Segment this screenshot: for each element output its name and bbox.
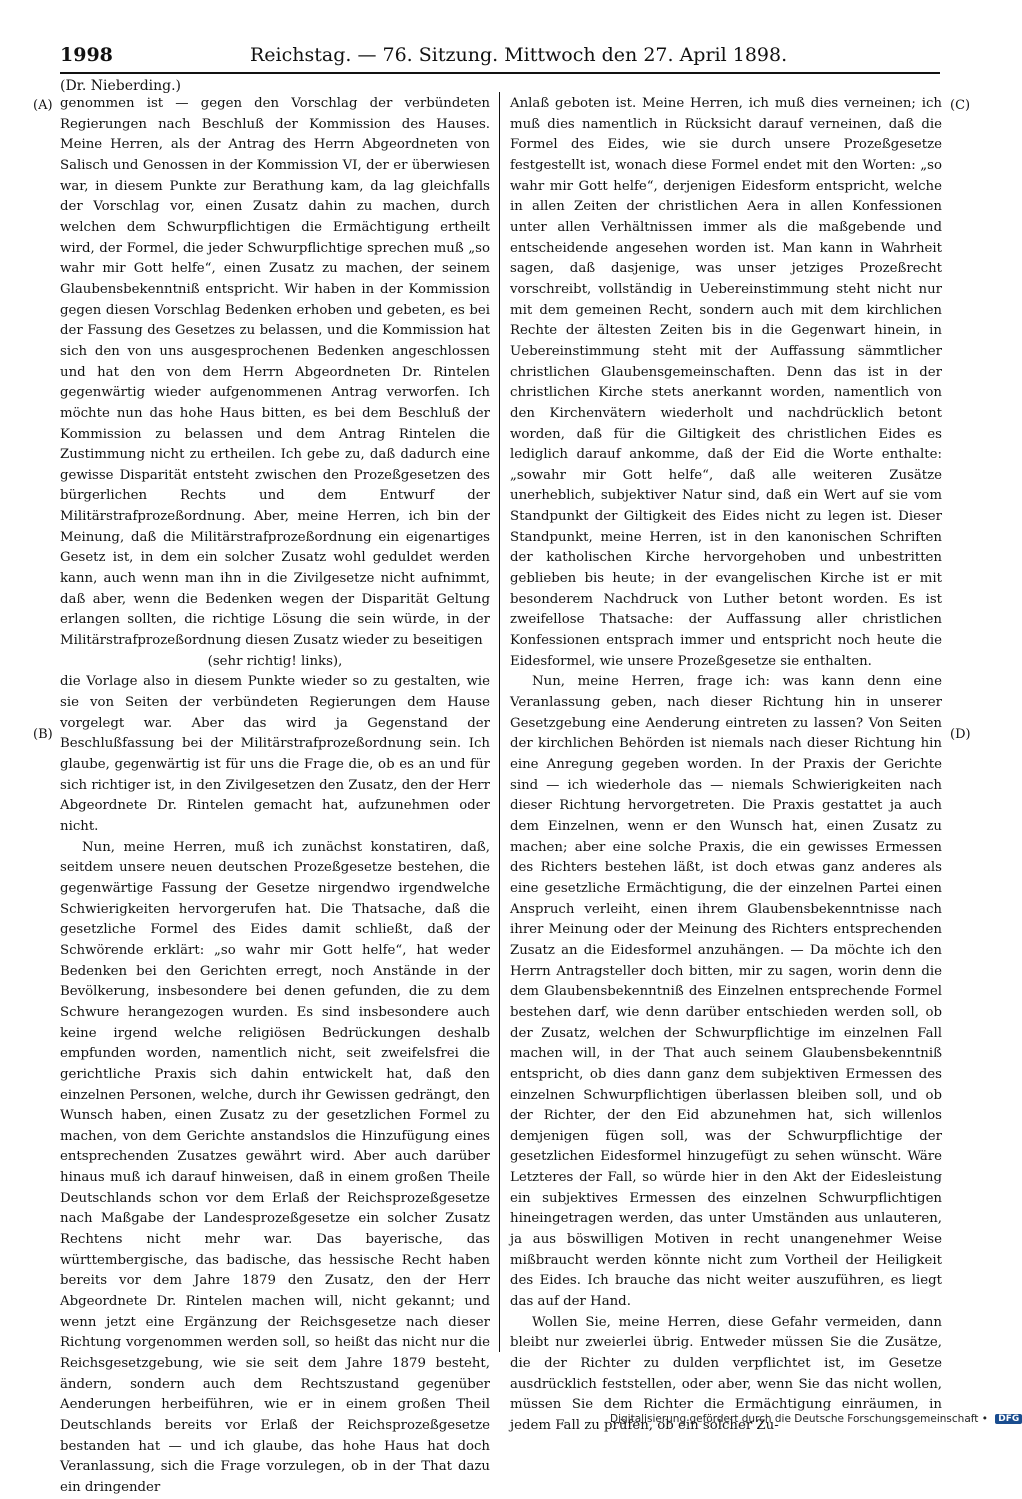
margin-mark-c: (C) (950, 98, 971, 113)
margin-mark-d: (D) (950, 727, 971, 742)
running-title: Reichstag. — 76. Sitzung. Mittwoch den 27. April 1898. (250, 44, 788, 66)
header-rule (60, 72, 940, 74)
paragraph: Nun, meine Herren, muß ich zunächst konstatiren, daß, seitdem unsere neuen deutschen Prozeßgesetze bestehen, die gegenwärtige Fassung der Gesetze nirgendwo irgendwelche Schwierigkeiten hervorgerufen hat. Die Thatsache, daß die gesetzliche Formel des Eides damit schließt, daß der Schwörende erklärt: „so wahr mir Gott helfe“, hat weder Bedenken bei den Gerichten erregt, noch Anstände in der Bevölkerung, insbesondere bei denen gefunden, die zu dem Schwure herangezogen wurden. Es sind insbesondere auch keine irgend welche religiösen Bedrückungen deshalb empfunden worden, namentlich nicht, seit zweifelsfrei die gerichtliche Praxis sich dahin entwickelt hat, daß den einzelnen Personen, welche, durch ihr Gewissen gedrängt, den Wunsch haben, einen Zusatz zu der gesetzlichen Formel zu machen, von dem Gerichte anstandslos die Hinzufügung eines entsprechenden Zusatzes gewährt wird. Aber auch darüber hinaus muß ich darauf hinweisen, daß in einem großen Theile Deutschlands schon vor dem Erlaß der Reichsprozeßgesetze nach Maßgabe der Landesprozeßgesetze ein solcher Zusatz Rechtens nicht mehr war. Das bayerische, das württembergische, das badische, das hessische Recht haben bereits vor dem Jahre 1879 den Zusatz, den der Herr Abgeordnete Dr. Rintelen machen will, nicht gekannt; und wenn jetzt eine Ergänzung der Reichsgesetze nach dieser Richtung vorgenommen werden soll, so heißt das nicht nur die Reichsgesetzgebung, wie sie seit dem Jahre 1879 besteht, ändern, sondern auch dem Rechtszustand gegenüber Aenderungen herbeiführen, wie er in einem großen Theil Deutschlands bereits vor Erlaß der Reichsprozeßgesetze bestanden hat — und ich glaube, das hohe Haus hat doch Veranlassung, sich die Frage vorzulegen, ob in der That dazu ein dringender (60, 839, 490, 1495)
paragraph: die Vorlage also in diesem Punkte wieder so zu gestalten, wie sie von Seiten der verbündeten Regierungen dem Hause vorgelegt war. Aber das wird ja Gegenstand der Beschlußfassung bei der Militärstrafprozeßordnung sein. Ich glaube, gegenwärtig ist für uns die Frage die, ob es an und für sich richtiger ist, in den Zivilgesetzen den Zusatz, den der Herr Abgeordnete Dr. Rintelen gemacht hat, aufzunehmen oder nicht. (60, 674, 491, 834)
credit-text: Digitalisierung gefördert durch die Deutsche Forschungsgemeinschaft (610, 1413, 979, 1425)
dfg-logo-icon: DFG (995, 1414, 1022, 1424)
interjection: (sehr richtig! links), (207, 653, 343, 669)
margin-mark-b: (B) (33, 727, 53, 742)
speaker-tag: (Dr. Nieberding.) (60, 78, 182, 94)
digitization-credit: Digitalisierung gefördert durch die Deutsche Forschungsgemeinschaft • DFG (610, 1413, 990, 1429)
page-header (60, 44, 940, 74)
paragraph: genommen ist — gegen den Vorschlag der verbündeten Regierungen nach Beschluß der Kommission des Hauses. Meine Herren, als der Antrag des Herrn Abgeordneten von Salisch und Genossen in der Kommission VI, der er überwiesen war, in diesem Punkte zur Berathung kam, da lag gleichfalls der Vorschlag vor, einen Zusatz dahin zu machen, durch welchen dem Schwurpflichtigen die Ermächtigung ertheilt wird, der Formel, die jeder Schwurpflichtige sprechen muß „so wahr mir Gott helfe“, einen Zusatz zu machen, der seinem Glaubensbekenntniß entspricht. Wir haben in der Kommission gegen diesen Vorschlag Bedenken erhoben und gebeten, es bei der Fassung des Gesetzes zu belassen, und die Kommission hat sich den von uns ausgesprochenen Bedenken angeschlossen und hat den von dem Herrn Abgeordneten Dr. Rintelen gegenwärtig wieder aufgenommenen Antrag verworfen. Ich möchte nun das hohe Haus bitten, es bei dem Beschluß der Kommission zu belassen und dem Antrag Rintelen die Zustimmung nicht zu ertheilen. Ich gebe zu, daß dadurch eine gewisse Disparität entsteht zwischen den Prozeßgesetzen des bürgerlichen Rechts und dem Entwurf der Militärstrafprozeßordnung. Aber, meine Herren, ich bin der Meinung, daß die Militärstrafprozeßordnung ein eigenartiges Gesetz ist, in dem ein solcher Zusatz wohl geduldet werden kann, auch wenn man ihn in die Zivilgesetze nicht aufnimmt, daß aber, wenn die Bedenken wegen der Disparität Geltung erlangen sollten, die richtige Lösung die sein würde, in der Militärstrafprozeßordnung diesen Zusatz wieder zu beseitigen (60, 96, 490, 649)
margin-mark-a: (A) (33, 98, 53, 113)
paragraph: Anlaß geboten ist. Meine Herren, ich muß dies verneinen; ich muß dies namentlich in Rücksicht darauf verneinen, daß die Formel des Eides, wie sie durch unsere Prozeßgesetze festgestellt ist, wonach diese Formel endet mit den Worten: „so wahr mir Gott helfe“, derjenigen Eidesform entspricht, welche in allen Zeiten der christlichen Aera in allen Konfessionen unter allen Verhältnissen immer als die maßgebende und entscheidende angesehen worden ist. Man kann in Wahrheit sagen, daß dasjenige, was unser jetziges Prozeßrecht vorschreibt, vollständig in Uebereinstimmung steht nicht nur mit dem gemeinen Recht, sondern auch mit dem kirchlichen Rechte der ältesten Zeiten bis in die Gegenwart hinein, in Uebereinstimmung steht mit der Auffassung sämmtlicher christlichen Glaubensgemeinschaften. Denn das ist in der christlichen Kirche stets anerkannt worden, namentlich von den Kirchenvätern wiederholt und nachdrücklich betont worden, daß für die Giltigkeit des christlichen Eides es lediglich darauf ankomme, daß der Eid die Worte enthalte: „sowahr mir Gott helfe“, daß alle weiteren Zusätze unerheblich, subjektiver Natur sind, daß ein Wert auf sie vom Standpunkt der Giltigkeit des Eides nicht zu legen ist. Dieser Standpunkt, meine Herren, ist in den kanonischen Schriften der katholischen Kirche hervorgehoben und unbestritten geblieben bis heute; in der evangelischen Kirche ist er mit besonderem Nachdruck von Luther betont worden. Es ist zweifellose Thatsache: der Auffassung aller christlichen Konfessionen entsprach immer und entspricht noch heute die Eidesformel, wie unsere Prozeßgesetze sie enthalten. (510, 96, 942, 669)
column-divider (499, 92, 500, 1352)
paragraph: Wollen Sie, meine Herren, diese Gefahr vermeiden, dann bleibt nur zweierlei übrig. Entweder müssen Sie die Zusätze, die der Richter zu dulden verpflichtet ist, im Gesetze ausdrücklich feststellen, oder aber, wenn Sie das nicht wollen, müssen Sie dem Richter die Ermächtigung einräumen, in jedem Fall zu prüfen, ob ein solcher Zu- (510, 1314, 942, 1433)
left-column (60, 94, 490, 1499)
right-column (510, 94, 942, 1437)
paragraph: Nun, meine Herren, frage ich: was kann denn eine Veranlassung geben, nach dieser Richtung hin in unserer Gesetzgebung eine Aenderung eintreten zu lassen? Von Seiten der kirchlichen Behörden ist niemals nach dieser Richtung hin eine Anregung gegeben worden. In der Praxis der Gerichte sind — ich wiederhole das — niemals Schwierigkeiten nach dieser Richtung hervorgetreten. Die Praxis gestattet ja auch dem Einzelnen, wenn er den Wunsch hat, einen Zusatz zu machen; aber eine solche Praxis, die ein gewisses Ermessen des Richters bestehen läßt, ist doch etwas ganz anderes als eine gesetzliche Ermächtigung, die der einzelnen Partei einen Anspruch verleiht, einen ihrem Glaubensbekenntnisse nach ihrer Meinung oder der Meinung des Richters entsprechenden Zusatz an die Eidesformel anzuhängen. — Da möchte ich den Herrn Antragsteller doch bitten, mir zu sagen, worin denn die dem Glaubensbekenntniß des Einzelnen entsprechende Formel bestehen darf, wie denn darüber entschieden werden soll, ob der Zusatz, welchen der Schwurpflichtige im einzelnen Fall machen will, in der That auch seinem Glaubensbekenntniß entspricht, ob dies dann ganz dem subjektiven Ermessen des einzelnen Schwurpflichtigen überlassen bleiben soll, und ob der Richter, der den Eid abzunehmen hat, sich willenlos demjenigen fügen soll, was der Schwurpflichtige der gesetzlichen Eidesformel hinzugefügt zu sehen wünscht. Wäre Letzteres der Fall, so würde hier in den Akt der Eidesleistung ein subjektives Ermessen des einzelnen Schwurpflichtigen hineingetragen werden, das unter Umständen aus unlauteren, ja aus böswilligen Motiven in recht unangenehmer Weise mißbraucht werden könnte nicht zum Vortheil der Heiligkeit des Eides. Ich brauche das nicht weiter auszuführen, es liegt das auf der Hand. (510, 674, 942, 1310)
page-number: 1998 (60, 44, 113, 66)
